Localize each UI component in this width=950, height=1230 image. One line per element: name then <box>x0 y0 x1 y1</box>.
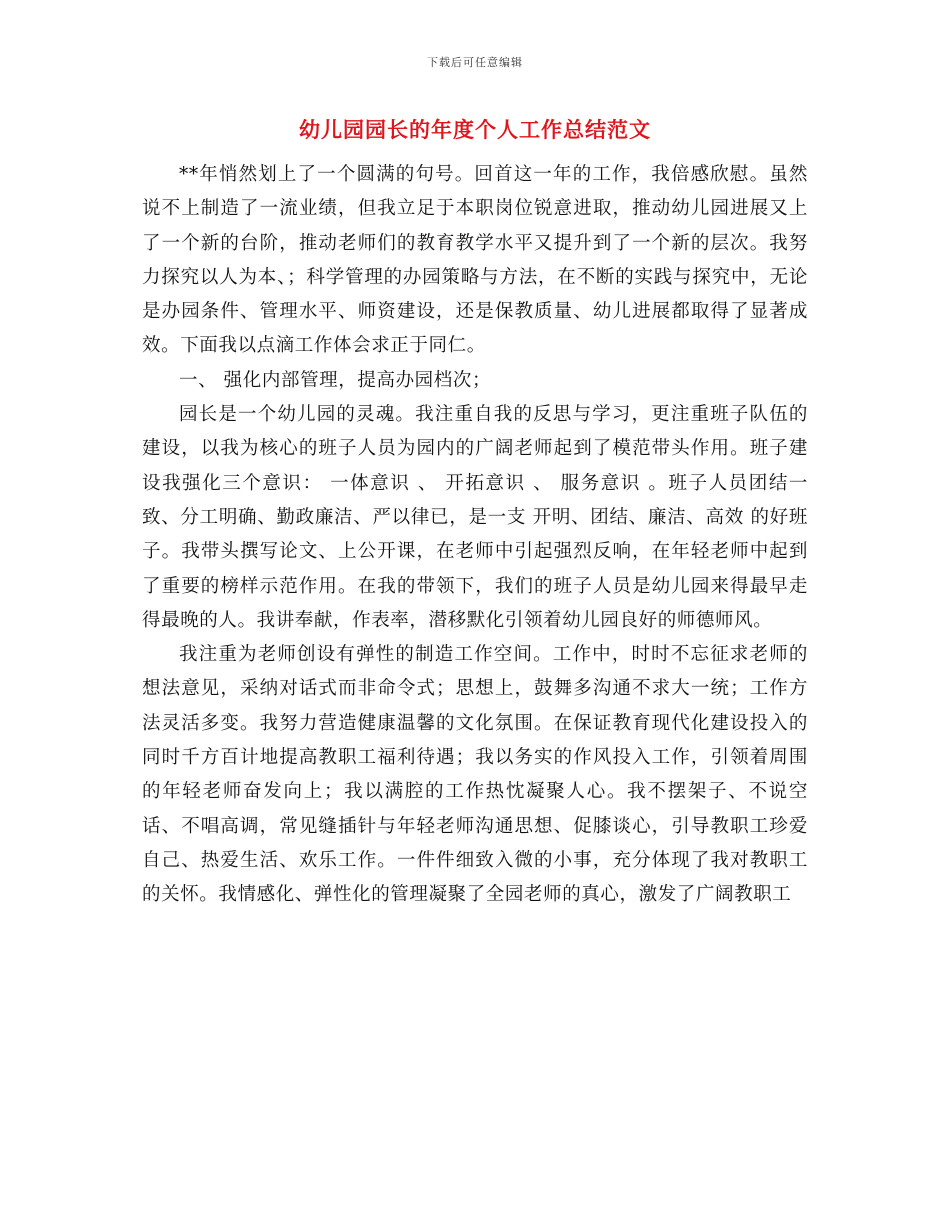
section-heading-1: 一、 强化内部管理，提高办园档次； <box>179 369 492 391</box>
paragraph-intro: **年悄然划上了一个圆满的句号。回首这一年的工作，我倍感欣慰。虽然说不上制造了一流业绩，但我立足于本职岗位锐意进取，推动幼儿园进展又上了一个新的台阶，推动老师们的教育教学水平又提升到了一个新的层次。我努力探究以人为本、；科学管理的办园策略与方法，在不断的实践与探究中，无论是办园条件、管理水平、师资建设，还是保教质量、幼儿进展都取得了显著成效。下面我以点滴工作体会求正于同仁。 <box>142 164 808 357</box>
document-body <box>142 158 808 913</box>
header-note: 下载后可任意编辑 <box>427 56 523 69</box>
paragraph-teacher-care: 我注重为老师创设有弹性的制造工作空间。工作中，时时不忘征求老师的想法意见，采纳对话式而非命令式；思想上，鼓舞多沟通不求大一统；工作方法灵活多变。我努力营造健康温馨的文化氛围。在保证教育现代化建设投入的同时千方百计地提高教职工福利待遇；我以务实的作风投入工作，引领着周围的年轻老师奋发向上；我以满腔的工作热忱凝聚人心。我不摆架子、不说空话、不唱高调，常见缝插针与年轻老师沟通思想、促膝谈心，引导教职工珍爱自己、热爱生活、欢乐工作。一件件细致入微的小事，充分体现了我对教职工的关怀。我情感化、弹性化的管理凝聚了全园老师的真心，激发了广阔教职工 <box>142 644 808 906</box>
document-title: 幼儿园园长的年度个人工作总结范文 <box>299 118 651 142</box>
paragraph-leadership: 园长是一个幼儿园的灵魂。我注重自我的反思与学习，更注重班子队伍的建设，以我为核心的班子人员为园内的广阔老师起到了模范带头作用。班子建设我强化三个意识： 一体意识 、 开拓意识 、 服务意识 。班子人员团结一致、分工明确、勤政廉洁、严以律已，是一支 开明、团结、廉洁、高效 的好班子。我带头撰写论文、上公开课，在老师中引起强烈反响，在年轻老师中起到了重要的榜样示范作用。在我的带领下，我们的班子人员是幼儿园来得最早走得最晚的人。我讲奉献，作表率，潜移默化引领着幼儿园良好的师德师风。 <box>142 404 808 631</box>
